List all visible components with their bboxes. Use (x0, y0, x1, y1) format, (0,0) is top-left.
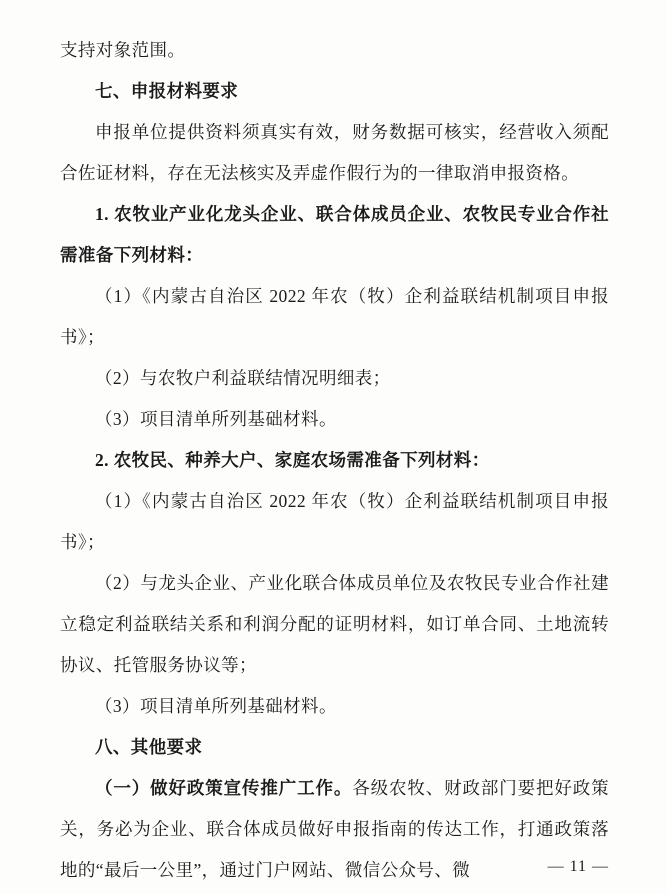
paragraph-lead-label: （一）做好政策宣传推广工作。 (95, 778, 353, 798)
page-number-footer: — 11 — (547, 858, 609, 875)
list-item-2-2: （2）与龙头企业、产业化联合体成员单位及农牧民专业合作社建立稳定利益联结关系和利润分配的证明材料，如订单合同、土地流转协议、托管服务协议等； (60, 573, 609, 675)
section-heading-eight: 八、其他要求 (95, 737, 203, 757)
paragraph-continuation: 支持对象范围。 (60, 40, 186, 60)
list-item-2-1: （1）《内蒙古自治区 2022 年农（牧）企利益联结机制项目申报书》； (60, 491, 609, 552)
list-item-2-3: （3）项目清单所列基础材料。 (95, 696, 337, 716)
paragraph-publicity-work (60, 768, 609, 891)
subsection-heading-1: 1. 农牧业产业化龙头企业、联合体成员企业、农牧民专业合作社需准备下列材料： (60, 204, 609, 265)
list-item-1-3: （3）项目清单所列基础材料。 (95, 409, 337, 429)
document-body (60, 30, 609, 891)
list-item-1-2: （2）与农牧户利益联结情况明细表； (95, 368, 391, 388)
paragraph-lead-text: 各级农牧、财政部门要把好政策关，务必为企业、联合体成员做好申报指南的传达工作，打通政策落地的“最后一公里”，通过门户网站、微信公众号、微 (60, 778, 609, 880)
paragraph-materials-intro: 申报单位提供资料须真实有效，财务数据可核实，经营收入须配合佐证材料，存在无法核实及弄虚作假行为的一律取消申报资格。 (60, 122, 609, 183)
subsection-heading-2: 2. 农牧民、种养大户、家庭农场需准备下列材料： (95, 450, 490, 470)
list-item-1-1: （1）《内蒙古自治区 2022 年农（牧）企利益联结机制项目申报书》； (60, 286, 609, 347)
section-heading-seven: 七、申报材料要求 (95, 81, 239, 101)
